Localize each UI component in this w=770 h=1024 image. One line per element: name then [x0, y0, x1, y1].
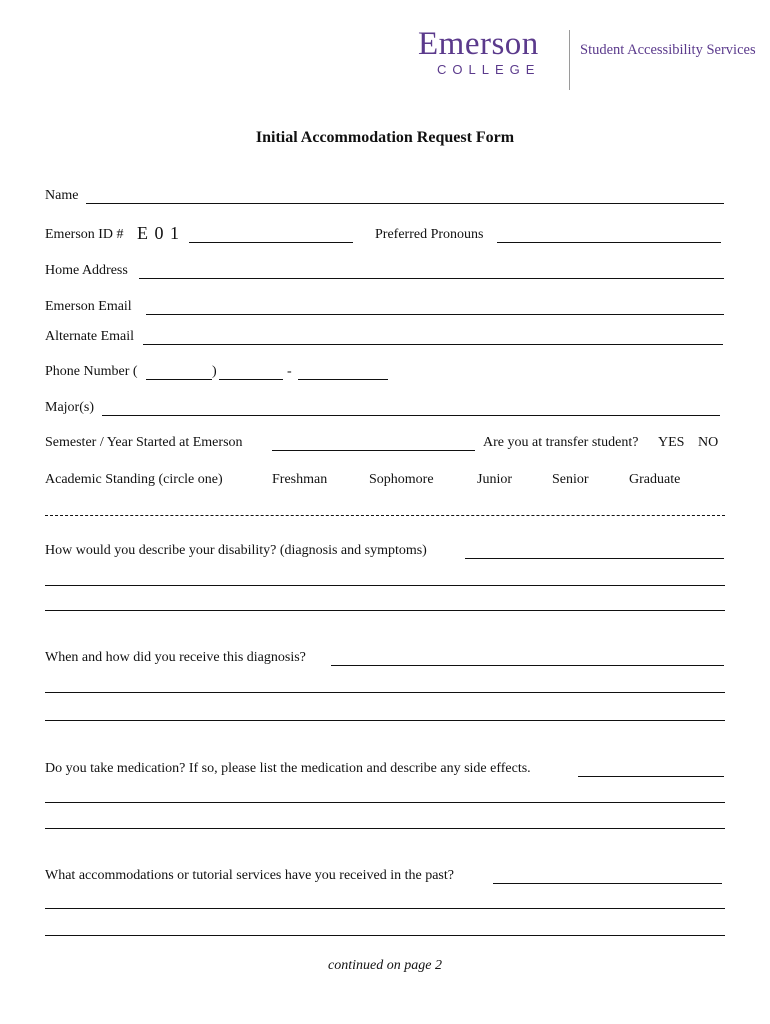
- question-medication: Do you take medication? If so, please list the medication and describe any side effects.: [45, 761, 531, 776]
- pronouns-label: Preferred Pronouns: [375, 227, 484, 242]
- emerson-logo-college: COLLEGE: [437, 62, 541, 77]
- question-disability: How would you describe your disability? (diagnosis and symptoms): [45, 543, 427, 558]
- standing-option-sophomore[interactable]: Sophomore: [369, 472, 434, 487]
- transfer-no-option[interactable]: NO: [698, 435, 719, 450]
- answer-medication-line-2[interactable]: [45, 802, 725, 803]
- phone-dash: -: [287, 364, 292, 379]
- emerson-logo-wordmark: Emerson: [418, 26, 539, 62]
- emerson-email-field[interactable]: [146, 314, 724, 315]
- phone-close-paren: ): [212, 364, 217, 379]
- emerson-email-label: Emerson Email: [45, 299, 132, 314]
- answer-diagnosis-line-3[interactable]: [45, 720, 725, 721]
- emerson-id-label: Emerson ID #: [45, 227, 124, 242]
- pronouns-field[interactable]: [497, 242, 721, 243]
- semester-field[interactable]: [272, 450, 475, 451]
- answer-disability-line-2[interactable]: [45, 585, 725, 586]
- question-accommodations: What accommodations or tutorial services have you received in the past?: [45, 868, 454, 883]
- answer-diagnosis-line-1[interactable]: [331, 665, 724, 666]
- alternate-email-field[interactable]: [143, 344, 723, 345]
- answer-medication-line-3[interactable]: [45, 828, 725, 829]
- semester-label: Semester / Year Started at Emerson: [45, 435, 243, 450]
- answer-accommodations-line-3[interactable]: [45, 935, 725, 936]
- form-title: Initial Accommodation Request Form: [255, 129, 515, 146]
- transfer-label: Are you at transfer student?: [483, 435, 639, 450]
- name-label: Name: [45, 188, 79, 203]
- majors-field[interactable]: [102, 415, 720, 416]
- department-name: Student Accessibility Services: [580, 42, 756, 58]
- answer-disability-line-3[interactable]: [45, 610, 725, 611]
- phone-label: Phone Number (: [45, 364, 138, 379]
- phone-area-code-field[interactable]: [146, 379, 212, 380]
- alternate-email-label: Alternate Email: [45, 329, 135, 344]
- standing-option-senior[interactable]: Senior: [552, 472, 589, 487]
- answer-diagnosis-line-2[interactable]: [45, 692, 725, 693]
- answer-accommodations-line-2[interactable]: [45, 908, 725, 909]
- answer-accommodations-line-1[interactable]: [493, 883, 722, 884]
- phone-prefix-field[interactable]: [219, 379, 283, 380]
- standing-label: Academic Standing (circle one): [45, 472, 223, 487]
- home-address-field[interactable]: [139, 278, 724, 279]
- question-diagnosis: When and how did you receive this diagnosis?: [45, 650, 306, 665]
- answer-medication-line-1[interactable]: [578, 776, 724, 777]
- continued-note: continued on page 2: [328, 958, 442, 973]
- name-field[interactable]: [86, 203, 724, 204]
- standing-option-graduate[interactable]: Graduate: [629, 472, 681, 487]
- logo-divider: [569, 30, 570, 90]
- emerson-id-prefix: E 0 1: [137, 223, 180, 243]
- phone-line-field[interactable]: [298, 379, 388, 380]
- home-address-label: Home Address: [45, 263, 128, 278]
- standing-option-freshman[interactable]: Freshman: [272, 472, 328, 487]
- answer-disability-line-1[interactable]: [465, 558, 724, 559]
- majors-label: Major(s): [45, 400, 94, 415]
- emerson-id-field[interactable]: [189, 242, 353, 243]
- standing-option-junior[interactable]: Junior: [477, 472, 512, 487]
- section-divider: [45, 515, 725, 516]
- transfer-yes-option[interactable]: YES: [658, 435, 685, 450]
